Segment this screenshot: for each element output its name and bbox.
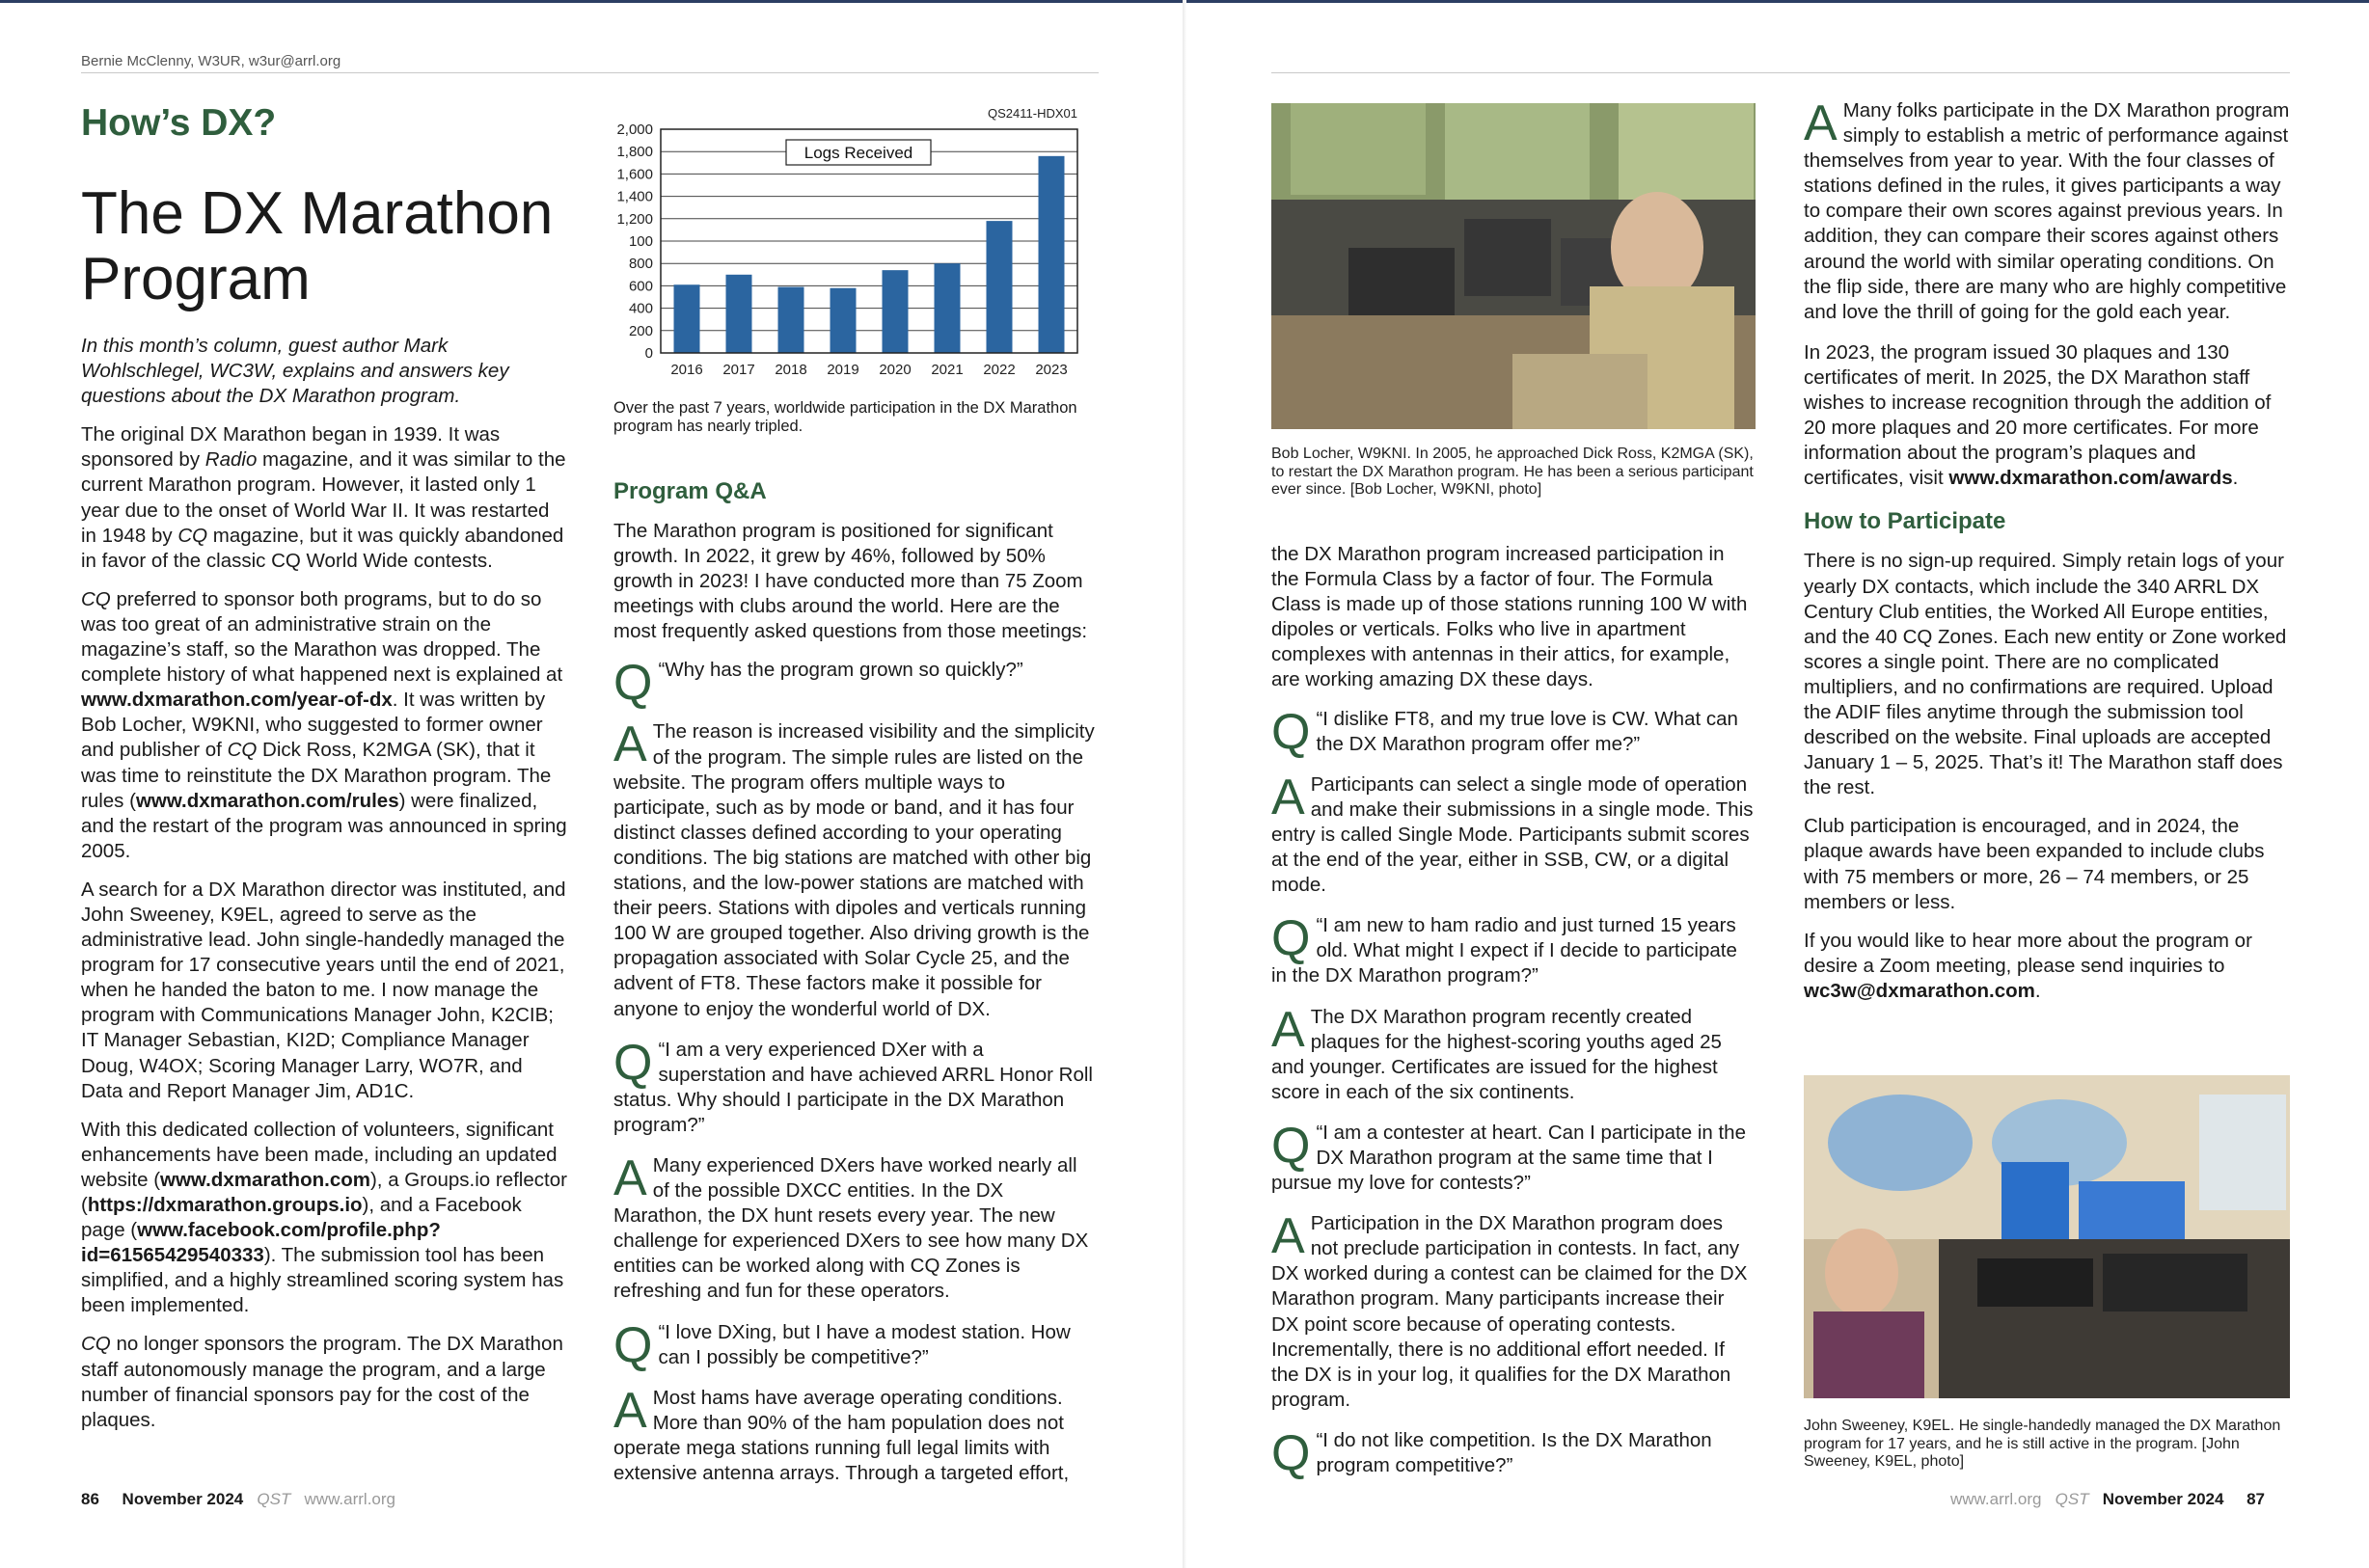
question-6: Q “I am a contester at heart. Can I participate in the DX Marathon program at the same time that I pursue my love for contests?” bbox=[1271, 1117, 1746, 1195]
chart-svg bbox=[598, 104, 1090, 384]
link-year-of-dx[interactable]: www.dxmarathon.com/year-of-dx bbox=[81, 689, 393, 712]
paragraph-clubs: Club participation is encouraged, and in 2024, the plaque awards have been expanded to include clubs with 75 members or more, 26 – 74 members, or 25 members or less. bbox=[1804, 815, 2265, 913]
paragraph-history: The original DX Marathon began in 1939. It was sponsored by Radio magazine, and it was similar to the current Marathon program. However, it lasted only 1 year due to the onset of World War II. It was restarted in 1948 by CQ magazine, but it was quickly abandoned in favor of the classic CQ World Wide contests. bbox=[81, 423, 566, 572]
answer-3: A Most hams have average operating conditions. More than 90% of the ham population does not operate mega stations running full legal limits with extensive antenna arrays. Through a targeted effort, bbox=[613, 1382, 1070, 1484]
link-awards[interactable]: www.dxmarathon.com/awards bbox=[1948, 467, 2233, 490]
q-letter: Q bbox=[1271, 703, 1311, 760]
chart-bar bbox=[831, 288, 857, 353]
question-4: Q “I dislike FT8, and my true love is CW. What can the DX Marathon program offer me?” bbox=[1271, 703, 1738, 760]
title-line-1: The DX Marathon bbox=[81, 180, 554, 247]
link-email[interactable]: wc3w@dxmarathon.com bbox=[1804, 979, 2035, 1002]
a-letter: A bbox=[1271, 1208, 1305, 1265]
photo-john-sweeney-image bbox=[1804, 1075, 2290, 1398]
paragraph-enhancements: With this dedicated collection of volunteers, significant enhancements have been made, including an updated website (www.dxmarathon.com), a Groups.io reflector (https://dxmarathon.groups.io), and a Facebook page (www.facebook.com/profile.php?id=61565429540333). The submission tool has been simplified, and a highly streamlined scoring system has been implemented. bbox=[81, 1118, 567, 1317]
answer-7: A Many folks participate in the DX Marathon program simply to establish a metric of performance against themselves from year to year. With the four classes of stations defined in the rules, it gives participants a way to compare their own scores against previous years. In addition, they can compare their scores against others around the world with similar operating conditions. On the flip side, there are many who are highly competitive and love the thrill of going for the gold each year. bbox=[1804, 95, 2290, 323]
answer-1: A The reason is increased visibility and the simplicity of the program. The simple rules are listed on the website. The program offers multiple ways to participate, such as by mode or band, and it has four distinct classes defined according to your operating conditions. The big stations are matched with other big stations, and the low-power stations are matched with their peers. Stations with dipoles and verticals running 100 W are grouped together. Also driving growth is the propagation associated with Solar Cycle 25, and the advent of FT8. These factors make it possible for anyone to enjoy the wonderful world of DX. bbox=[613, 716, 1095, 1020]
q-letter: Q bbox=[613, 1034, 653, 1091]
paragraph-sponsors: CQ no longer sponsors the program. The DX Marathon staff autonomously manage the program, and a large number of financial sponsors pay for the cost of the plaques. bbox=[81, 1333, 563, 1431]
folio-right: www.arrl.org QST November 2024 87 bbox=[1950, 1490, 2265, 1508]
byline: Bernie McClenny, W3UR, w3ur@arrl.org bbox=[81, 53, 341, 69]
chart-bar bbox=[883, 270, 909, 353]
link-facebook[interactable]: www.facebook.com/profile.php?id=61565429540333 bbox=[81, 1219, 441, 1267]
folio-left: 86 November 2024 QST www.arrl.org bbox=[81, 1490, 395, 1508]
link-website[interactable]: www.dxmarathon.com bbox=[160, 1168, 370, 1191]
chart-ytick-label: 1,200 bbox=[616, 210, 653, 228]
a-letter: A bbox=[1271, 1001, 1305, 1058]
column-kicker: How’s DX? bbox=[81, 102, 277, 144]
chart-code-label: QS2411-HDX01 bbox=[988, 106, 1077, 121]
chart-bar bbox=[674, 284, 700, 353]
section-heading-qa: Program Q&A bbox=[613, 478, 767, 504]
a-letter: A bbox=[613, 1149, 647, 1206]
answer-6: A Participation in the DX Marathon program does not preclude participation in contests. In fact, any DX worked during a contest can be claimed for the DX Marathon program. Many participants increase their DX point score because of operating contests. Incrementally, there is no additional effort needed. If the DX is in your log, it qualifies for the DX Marathon program. bbox=[1271, 1208, 1748, 1411]
header-rule-left bbox=[81, 72, 1099, 73]
paragraph-how-to: There is no sign-up required. Simply retain logs of your yearly DX contacts, which include the 340 ARRL DX Century Club entities, the Worked All Europe entities, and the 40 CQ Zones. Each new entity or Zone worked scores a single point. There are no complicated multipliers, and no confirmations are required. Upload the ADIF files anytime through the submission tool described on the website. Final uploads are accepted January 1 – 5, 2025. That’s it! The Marathon staff does the rest. bbox=[1804, 550, 2287, 799]
photo-caption-bob-locher: Bob Locher, W9KNI. In 2005, he approached Dick Ross, K2MGA (SK), to restart the DX Marathon program. He has been a serious participant ever since. [Bob Locher, W9KNI, photo] bbox=[1271, 446, 1754, 498]
chart-bar bbox=[726, 275, 752, 353]
chart-legend-title: Logs Received bbox=[803, 144, 913, 162]
question-1: Q “Why has the program grown so quickly?” bbox=[613, 655, 1023, 712]
answer-4: A Participants can select a single mode of operation and make their submissions in a single mode. This entry is called Single Mode. Participants submit scores at the end of the year, either in SSB, CW, or a digital mode. bbox=[1271, 769, 1754, 897]
chart-ytick-label: 400 bbox=[628, 300, 653, 317]
q-letter: Q bbox=[1271, 1424, 1311, 1481]
photo-bob-locher-image bbox=[1271, 103, 1756, 429]
header-rule-right bbox=[1271, 72, 2290, 73]
photo-bob-locher bbox=[1271, 103, 1756, 429]
logs-received-chart bbox=[598, 104, 1090, 384]
chart-xtick-label: 2019 bbox=[827, 362, 859, 378]
chart-ytick-label: 800 bbox=[628, 256, 653, 273]
chart-ytick-label: 1,600 bbox=[616, 166, 653, 183]
chart-ytick-label: 0 bbox=[644, 345, 653, 362]
q-letter: Q bbox=[1271, 1117, 1311, 1174]
left-column-1 bbox=[81, 334, 568, 1446]
chart-xtick-label: 2020 bbox=[879, 362, 912, 378]
chart-xtick-label: 2016 bbox=[670, 362, 703, 378]
chart-bar bbox=[987, 221, 1013, 353]
question-3: Q “I love DXing, but I have a modest station. How can I possibly be competitive?” bbox=[613, 1316, 1071, 1373]
q-letter: Q bbox=[1271, 910, 1311, 967]
chart-bar bbox=[778, 287, 804, 353]
photo-john-sweeney bbox=[1804, 1075, 2290, 1398]
chart-xtick-label: 2023 bbox=[1035, 362, 1068, 378]
chart-xtick-label: 2017 bbox=[722, 362, 755, 378]
paragraph-contact: If you would like to hear more about the program or desire a Zoom meeting, please send inquiries to wc3w@dxmarathon.com. bbox=[1804, 929, 2252, 1002]
chart-xtick-label: 2018 bbox=[775, 362, 807, 378]
a-letter: A bbox=[613, 716, 647, 773]
paragraph-staff: A search for a DX Marathon director was instituted, and John Sweeney, K9EL, agreed to serve as the administrative lead. John single-handedly managed the program for 17 consecutive years until the end of 2021, when he handed the baton to me. I now manage the program with Communications Manager John, K2CIB; IT Manager Sebastian, KI2D; Compliance Manager Doug, W4OX; Scoring Manager Larry, WO7R, and Data and Report Manager Jim, AD1C. bbox=[81, 878, 566, 1102]
right-column-2 bbox=[1804, 95, 2291, 1017]
q-letter: Q bbox=[613, 1316, 653, 1373]
left-column-2 bbox=[613, 399, 1096, 1501]
a-letter: A bbox=[1271, 769, 1305, 825]
chart-bar bbox=[935, 263, 961, 353]
paragraph-restart: CQ preferred to sponsor both programs, but to do so was too great of an administrative strain on the magazine’s staff, so the Marathon was dropped. The complete history of what happened next is explained at www.dxmarathon.com/year-of-dx. It was written by Bob Locher, W9KNI, who suggested to former owner and publisher of CQ Dick Ross, K2MGA (SK), that it was time to reinstitute the DX Marathon program. The rules (www.dxmarathon.com/rules) were finalized, and the restart of the program was announced in spring 2005. bbox=[81, 587, 567, 862]
chart-ytick-label: 600 bbox=[628, 278, 653, 295]
answer-5: A The DX Marathon program recently created plaques for the highest-scoring youths aged 25 and younger. Certificates are issued for the highest score in each of the six continents. bbox=[1271, 1001, 1722, 1103]
chart-xtick-label: 2021 bbox=[931, 362, 964, 378]
chart-ytick-label: 200 bbox=[628, 322, 653, 339]
a-letter: A bbox=[1804, 95, 1838, 151]
chart-ytick-label: 1,800 bbox=[616, 144, 653, 161]
question-7: Q “I do not like competition. Is the DX Marathon program competitive?” bbox=[1271, 1424, 1712, 1481]
chart-ytick-label: 1,400 bbox=[616, 188, 653, 205]
chart-ytick-label: 2,000 bbox=[616, 122, 653, 138]
link-groups-io[interactable]: https://dxmarathon.groups.io bbox=[87, 1194, 363, 1216]
page-gutter bbox=[1183, 0, 1186, 1568]
article-dek: In this month’s column, guest author Mark Wohlschlegel, WC3W, explains and answers key questions about the DX Marathon program. bbox=[81, 335, 509, 408]
section-heading-participate: How to Participate bbox=[1804, 508, 2006, 535]
right-column-1 bbox=[1271, 542, 1756, 1494]
chart-xtick-label: 2022 bbox=[983, 362, 1016, 378]
link-rules[interactable]: www.dxmarathon.com/rules bbox=[135, 789, 399, 812]
chart-ytick-label: 100 bbox=[628, 233, 653, 250]
q-letter: Q bbox=[613, 655, 653, 712]
a-letter: A bbox=[613, 1382, 647, 1439]
photo-caption-john-sweeney: John Sweeney, K9EL. He single-handedly managed the DX Marathon program for 17 years, and he is still active in the program. [John Sweeney, K9EL, photo] bbox=[1804, 1418, 2281, 1470]
article-title bbox=[81, 181, 583, 312]
question-5: Q “I am new to ham radio and just turned 15 years old. What might I expect if I decide to participate in the DX Marathon program?” bbox=[1271, 910, 1737, 987]
chart-bar bbox=[1039, 156, 1065, 353]
question-2: Q “I am a very experienced DXer with a superstation and have achieved ARRL Honor Roll status. Why should I participate in the DX Marathon program?” bbox=[613, 1034, 1093, 1136]
paragraph-awards: In 2023, the program issued 30 plaques and 130 certificates of merit. In 2025, the DX Marathon staff wishes to increase recognition through the addition of 20 more plaques and 20 more certificates. For more information about the program’s plaques and certificates, visit www.dxmarathon.com/awards. bbox=[1804, 340, 2272, 490]
title-line-2: Program bbox=[81, 246, 311, 312]
answer-2: A Many experienced DXers have worked nearly all of the possible DXCC entities. In the DX Marathon, the DX hunt resets every year. The new challenge for experienced DXers to see how many DX entities can be worked along with CQ Zones is refreshing and fun for these operators. bbox=[613, 1149, 1089, 1303]
chart-caption: Over the past 7 years, worldwide participation in the DX Marathon program has nearly tripled. bbox=[613, 399, 1077, 435]
paragraph-qa-intro: The Marathon program is positioned for significant growth. In 2022, it grew by 46%, followed by 50% growth in 2023! I have conducted more than 75 Zoom meetings with clubs around the world. Here are the most frequently asked questions from those meetings: bbox=[613, 520, 1088, 643]
paragraph-formula-class: the DX Marathon program increased participation in the Formula Class by a factor of four. The Formula Class is made up of those stations running 100 W with dipoles or verticals. Folks who live in apartment complexes with antennas in their attics, for example, are working amazing DX these days. bbox=[1271, 543, 1748, 691]
